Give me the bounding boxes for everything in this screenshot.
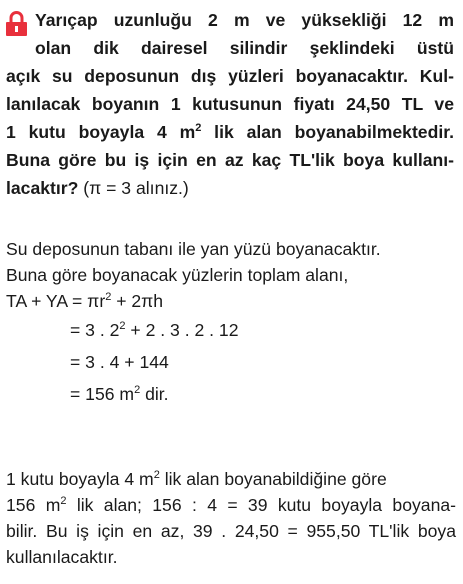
conclusion-part: lik alan; 156 : 4 = 39 kutu boyayla boyana-	[66, 495, 456, 515]
question-line	[6, 174, 454, 202]
solution	[6, 236, 456, 410]
solution-line: Su deposunun tabanı ile yan yüzü boyanacaktır.	[6, 239, 381, 259]
solution-line: Buna göre boyanacak yüzlerin toplam alanı,	[6, 265, 349, 285]
step-part: = 3 . 2	[70, 320, 120, 340]
conclusion-part: 1 kutu boyayla 4 m	[6, 469, 154, 489]
conclusion	[6, 466, 456, 570]
question-line: Yarıçap uzunluğu 2 m ve yüksekliği 12 m	[35, 10, 454, 30]
formula-line	[6, 288, 456, 314]
conclusion-line	[6, 466, 456, 492]
question-line	[6, 118, 454, 146]
question-line: lanılacak boyanın 1 kutusunun fiyatı 24,50 TL ve	[6, 94, 454, 114]
conclusion-line	[6, 492, 456, 518]
formula-part: TA + YA = πr	[6, 291, 106, 311]
conclusion-line: bilir. Bu iş için en az, 39 . 24,50 = 955,50 TL'lik boya	[6, 521, 456, 541]
question-text-part: lacaktır?	[6, 178, 79, 198]
pi-note: (π = 3 alınız.)	[78, 178, 189, 198]
superscript: 2	[195, 122, 202, 134]
conclusion-part: 156 m	[6, 495, 61, 515]
step-part: dir.	[140, 384, 169, 404]
step-line: = 3 . 4 + 144	[70, 352, 169, 372]
step-part: + 2 . 3 . 2 . 12	[125, 320, 239, 340]
superscript: 2	[60, 495, 67, 507]
conclusion-part: lik alan boyanabildiğine göre	[159, 469, 387, 489]
question-text-part: 1 kutu boyayla 4 m	[6, 122, 196, 142]
question-text-part: lik alan boyanabilmektedir.	[201, 122, 454, 142]
superscript: 2	[119, 320, 126, 332]
step-line	[6, 314, 456, 346]
superscript: 2	[134, 384, 141, 396]
formula-part: + 2πh	[111, 291, 164, 311]
superscript: 2	[153, 469, 160, 481]
question-line: olan dik dairesel silindir şeklindeki üstü	[35, 38, 454, 58]
superscript: 2	[105, 291, 112, 303]
conclusion-line: kullanılacaktır.	[6, 547, 118, 567]
question-line: Buna göre bu iş için en az kaç TL'lik boya kullanı-	[6, 150, 454, 170]
question-line: açık su deposunun dış yüzleri boyanacaktır. Kul-	[6, 66, 454, 86]
step-line	[6, 378, 456, 410]
question-text	[6, 6, 454, 202]
step-part: = 156 m	[70, 384, 135, 404]
